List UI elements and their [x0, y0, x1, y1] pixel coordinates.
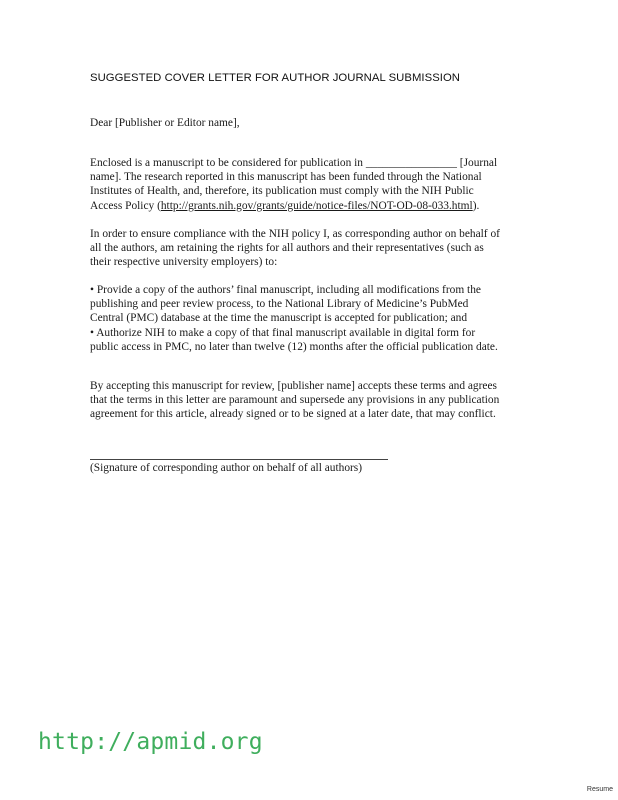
paragraph-line: their respective university employers) to: — [90, 256, 278, 269]
salutation: Dear [Publisher or Editor name], — [90, 117, 240, 129]
paragraph-line: that the terms in this letter are paramount and supersede any provisions in any publication — [90, 394, 500, 407]
bullet-list — [90, 283, 530, 354]
bullet-line: Central (PMC) database at the time the manuscript is accepted for publication; and — [90, 312, 468, 325]
paragraph-line: agreement for this article, already signed or to be signed at a later date, that may conflict. — [90, 408, 496, 421]
bullet-line: public access in PMC, no later than twelve (12) months after the official publication date. — [90, 340, 498, 353]
nih-policy-link[interactable]: http://grants.nih.gov/grants/guide/notice-files/NOT-OD-08-033.html — [160, 199, 473, 212]
signature-caption: (Signature of corresponding author on behalf of all authors) — [90, 462, 363, 474]
paragraph-compliance — [90, 227, 530, 270]
bullet-line: • Provide a copy of the authors’ final manuscript, including all modifications from the — [90, 284, 481, 296]
signature-line — [90, 459, 388, 460]
corner-tag: Resume — [586, 786, 613, 793]
paragraph-terms — [90, 379, 530, 422]
paragraph-line: all the authors, am retaining the rights for all authors and their representatives (such as — [90, 242, 484, 255]
paragraph-line: In order to ensure compliance with the NIH policy I, as corresponding author on behalf of — [90, 228, 500, 240]
bullet-line: • Authorize NIH to make a copy of that final manuscript available in digital form for — [90, 326, 476, 339]
paragraph-line: By accepting this manuscript for review, [publisher name] accepts these terms and agrees — [90, 380, 497, 392]
document-title: SUGGESTED COVER LETTER FOR AUTHOR JOURNAL SUBMISSION — [90, 72, 461, 84]
paragraph-line: Enclosed is a manuscript to be considered for publication in ________________ [Journal — [90, 157, 498, 169]
watermark-url: http://apmid.org — [38, 729, 263, 755]
paragraph-line: Institutes of Health, and, therefore, its publication must comply with the NIH Public — [90, 185, 474, 198]
paragraph-funding — [90, 156, 530, 213]
bullet-line: publishing and peer review process, to the National Library of Medicine’s PubMed — [90, 298, 469, 311]
line-prefix: Access Policy ( — [90, 199, 161, 212]
line-suffix: ). — [472, 199, 480, 212]
paragraph-line: name]. The research reported in this manuscript has been funded through the National — [90, 171, 482, 184]
paragraph-line-with-link — [90, 199, 530, 213]
